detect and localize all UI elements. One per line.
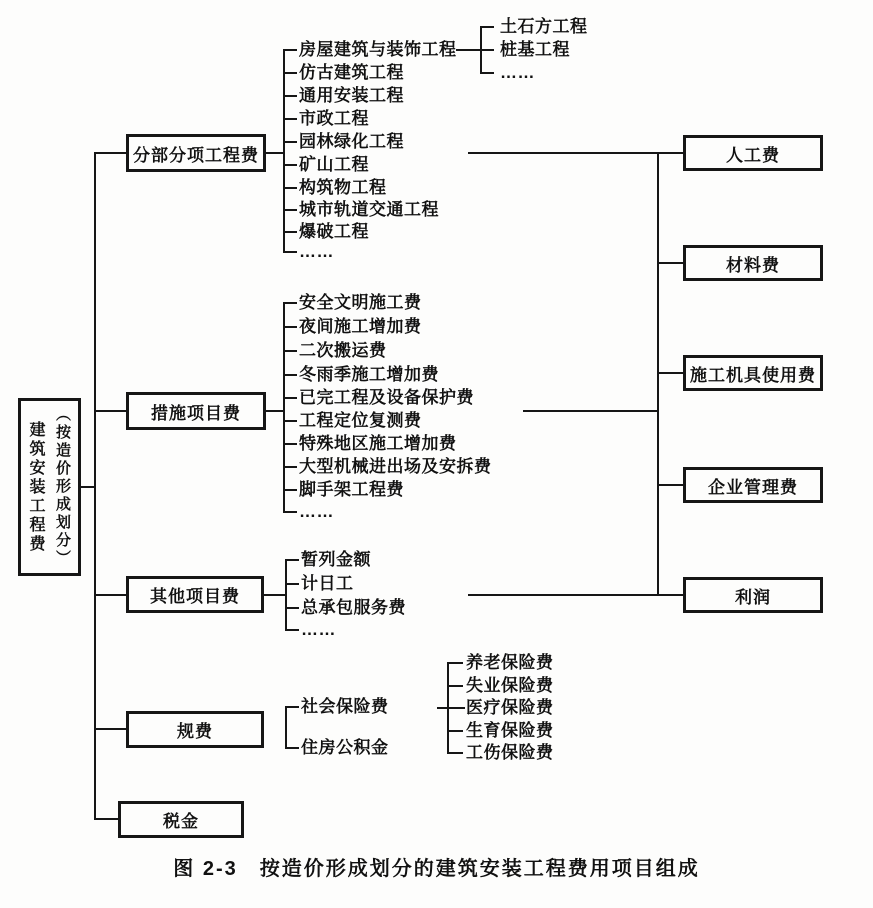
tree-item: 总承包服务费: [301, 598, 406, 617]
connector-line: [266, 410, 283, 412]
tree-item: 爆破工程: [299, 222, 369, 241]
feed-line: [468, 152, 683, 154]
tree-item: 大型机械进出场及安拆费: [299, 457, 492, 476]
node-other-items-fee: [126, 576, 264, 613]
branch-line: [285, 583, 299, 585]
connector-line: [264, 594, 285, 596]
branch-line: [283, 326, 297, 328]
branch-line: [657, 372, 683, 374]
tree-item: 矿山工程: [299, 155, 369, 174]
branch-line: [283, 49, 297, 51]
node-label: 施工机具使用费: [690, 365, 816, 385]
branch-line: [285, 747, 299, 749]
branch-line: [283, 511, 297, 513]
tree-item: 失业保险费: [466, 676, 554, 695]
branch-line: [447, 685, 463, 687]
branch-line: [283, 466, 297, 468]
right-connector-line: [657, 152, 659, 596]
tree-item: 生育保险费: [466, 721, 554, 740]
branch-line: [657, 484, 683, 486]
branch-line: [285, 607, 299, 609]
node-machinery-usage-cost: [683, 355, 823, 391]
node-labor-cost: [683, 135, 823, 171]
branch-line: [657, 262, 683, 264]
tree-item: 仿古建筑工程: [299, 63, 404, 82]
connector-line: [266, 152, 283, 154]
tree-item: 暂列金额: [301, 550, 371, 569]
tree-item: 园林绿化工程: [299, 132, 404, 151]
branch-line: [480, 26, 494, 28]
tree-item: ……: [500, 63, 535, 82]
branch-line: [283, 489, 297, 491]
tree-item: 工伤保险费: [466, 743, 554, 762]
branch-line: [283, 231, 297, 233]
tree-item: ……: [299, 242, 334, 261]
node-label: 分部分项工程费: [133, 145, 259, 165]
connector-line: [94, 410, 128, 412]
tree-item: 脚手架工程费: [299, 480, 404, 499]
tree-item: 安全文明施工费: [299, 293, 422, 312]
bracket-line: [285, 706, 287, 749]
tree-item: 工程定位复测费: [299, 411, 422, 430]
connector-line: [437, 707, 465, 709]
branch-line: [480, 49, 494, 51]
tree-item: ……: [301, 620, 336, 639]
node-label: 其他项目费: [150, 587, 240, 606]
tree-item: 养老保险费: [466, 653, 554, 672]
feed-line: [523, 410, 659, 412]
connector-line: [94, 728, 128, 730]
tree-item: 桩基工程: [500, 40, 570, 59]
tree-item: 构筑物工程: [299, 178, 387, 197]
root-node: [18, 398, 81, 576]
figure-caption: 图 2-3 按造价形成划分的建筑安装工程费用项目组成: [173, 858, 700, 880]
node-label: 措施项目费: [151, 403, 241, 423]
branch-line: [447, 662, 463, 664]
tree-item: 城市轨道交通工程: [299, 200, 439, 219]
node-divisional-works-fee: [126, 134, 266, 172]
branch-line: [283, 141, 297, 143]
branch-line: [283, 187, 297, 189]
bracket-line: [447, 662, 449, 754]
tree-item: 冬雨季施工增加费: [299, 365, 439, 384]
tree-item: 二次搬运费: [299, 341, 387, 360]
branch-line: [283, 95, 297, 97]
tree-item: 已完工程及设备保护费: [299, 388, 474, 407]
tree-item: 通用安装工程: [299, 86, 404, 105]
root-annotation: （按造价形成划分）: [54, 406, 71, 568]
node-label: 人工费: [726, 145, 780, 165]
node-label: 税金: [163, 812, 199, 831]
node-label: 企业管理费: [708, 477, 798, 497]
node-profit: [683, 577, 823, 613]
connector-line: [94, 152, 128, 154]
branch-line: [283, 374, 297, 376]
branch-line: [283, 302, 297, 304]
node-label: 规费: [177, 722, 213, 741]
trunk-line: [94, 152, 96, 820]
tree-item: 夜间施工增加费: [299, 317, 422, 336]
tree-item: ……: [299, 502, 334, 521]
branch-line: [283, 420, 297, 422]
tree-item: 社会保险费: [301, 697, 389, 716]
branch-line: [283, 443, 297, 445]
branch-line: [447, 730, 463, 732]
tree-item: 房屋建筑与装饰工程: [299, 40, 457, 59]
branch-line: [283, 350, 297, 352]
node-statutory-fee: [126, 711, 264, 748]
bracket-line: [283, 302, 285, 513]
branch-line: [285, 706, 299, 708]
branch-line: [480, 72, 494, 74]
branch-line: [447, 752, 463, 754]
connector-line: [456, 49, 480, 51]
feed-line: [468, 594, 683, 596]
tree-item: 特殊地区施工增加费: [299, 434, 457, 453]
tree-item: 市政工程: [299, 109, 369, 128]
bracket-line: [283, 49, 285, 253]
bracket-line: [285, 559, 287, 631]
tree-item: 土石方工程: [500, 17, 588, 36]
tree-item: 医疗保险费: [466, 698, 554, 717]
node-measures-fee: [126, 392, 266, 430]
branch-line: [283, 251, 297, 253]
node-tax: [118, 801, 244, 838]
branch-line: [283, 164, 297, 166]
root-label: 建筑安装工程费: [27, 420, 44, 554]
branch-line: [283, 72, 297, 74]
connector-line: [94, 818, 120, 820]
node-material-cost: [683, 245, 823, 281]
branch-line: [283, 118, 297, 120]
connector-line: [94, 594, 128, 596]
branch-line: [285, 629, 299, 631]
tree-item: 计日工: [301, 574, 354, 593]
branch-line: [283, 209, 297, 211]
node-enterprise-management-fee: [683, 467, 823, 503]
tree-item: 住房公积金: [301, 738, 389, 757]
node-label: 材料费: [726, 255, 780, 275]
node-label: 利润: [735, 587, 771, 607]
branch-line: [283, 397, 297, 399]
branch-line: [285, 559, 299, 561]
